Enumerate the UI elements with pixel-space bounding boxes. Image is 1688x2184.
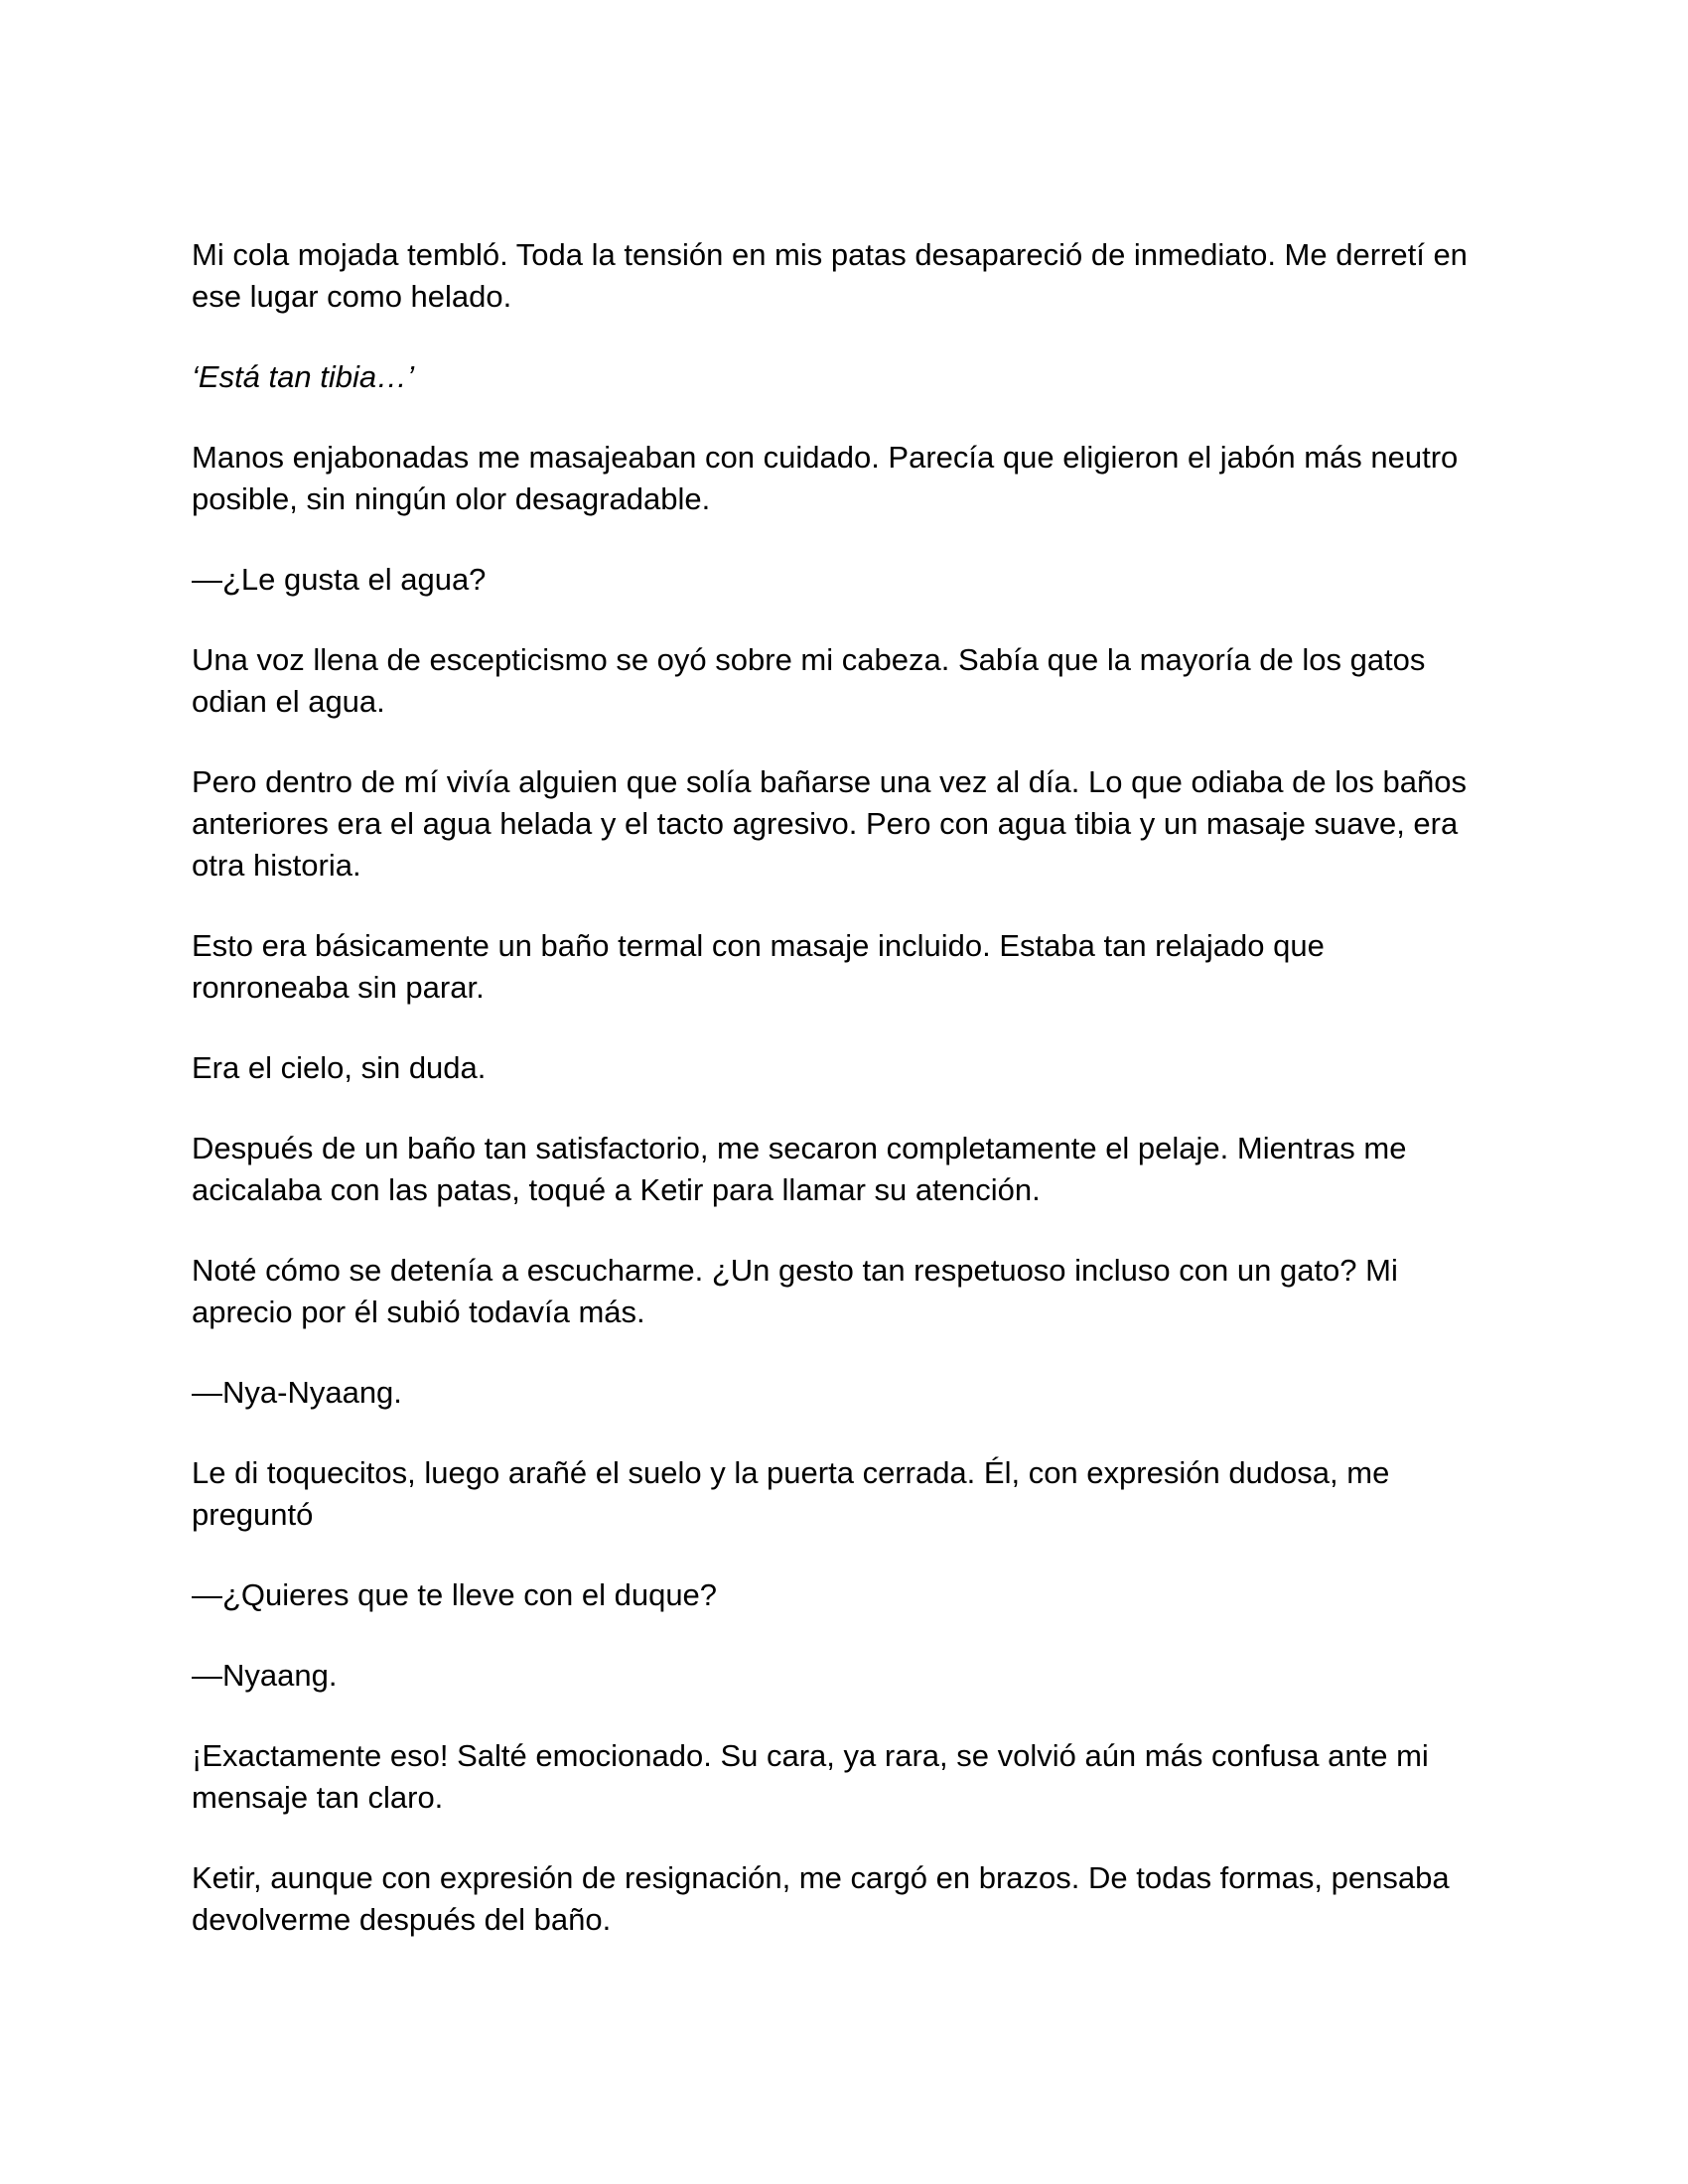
paragraph-16: Ketir, aunque con expresión de resignación, me cargó en brazos. De todas formas, pensaba devolverme después del baño. bbox=[192, 1860, 1450, 1937]
paragraph-6: Pero dentro de mí vivía alguien que solía bañarse una vez al día. Lo que odiaba de los baños anteriores era el agua helada y el tacto agresivo. Pero con agua tibia y un masaje suave, era otra historia. bbox=[192, 764, 1467, 883]
paragraph-14: —Nyaang. bbox=[192, 1658, 338, 1693]
paragraph-4: —¿Le gusta el agua? bbox=[192, 562, 487, 597]
paragraph-11: —Nya-Nyaang. bbox=[192, 1375, 402, 1410]
paragraph-10: Noté cómo se detenía a escucharme. ¿Un gesto tan respetuoso incluso con un gato? Mi aprecio por él subió todavía más. bbox=[192, 1253, 1398, 1329]
paragraph-1: Mi cola mojada tembló. Toda la tensión en mis patas desapareció de inmediato. Me derretí en ese lugar como helado. bbox=[192, 237, 1468, 314]
paragraph-15: ¡Exactamente eso! Salté emocionado. Su cara, ya rara, se volvió aún más confusa ante mi mensaje tan claro. bbox=[192, 1738, 1429, 1815]
paragraph-7: Esto era básicamente un baño termal con masaje incluido. Estaba tan relajado que ronroneaba sin parar. bbox=[192, 928, 1325, 1005]
paragraph-9: Después de un baño tan satisfactorio, me secaron completamente el pelaje. Mientras me acicalaba con las patas, toqué a Ketir para llamar su atención. bbox=[192, 1131, 1407, 1207]
paragraph-12: Le di toquecitos, luego arañé el suelo y la puerta cerrada. Él, con expresión dudosa, me preguntó bbox=[192, 1455, 1390, 1532]
paragraph-2: ‘Está tan tibia…’ bbox=[192, 359, 414, 394]
paragraph-5: Una voz llena de escepticismo se oyó sobre mi cabeza. Sabía que la mayoría de los gatos odian el agua. bbox=[192, 642, 1426, 719]
paragraph-3: Manos enjabonadas me masajeaban con cuidado. Parecía que eligieron el jabón más neutro posible, sin ningún olor desagradable. bbox=[192, 440, 1459, 516]
paragraph-8: Era el cielo, sin duda. bbox=[192, 1050, 487, 1085]
paragraph-13: —¿Quieres que te lleve con el duque? bbox=[192, 1577, 718, 1612]
document-text-block bbox=[192, 234, 1469, 1941]
